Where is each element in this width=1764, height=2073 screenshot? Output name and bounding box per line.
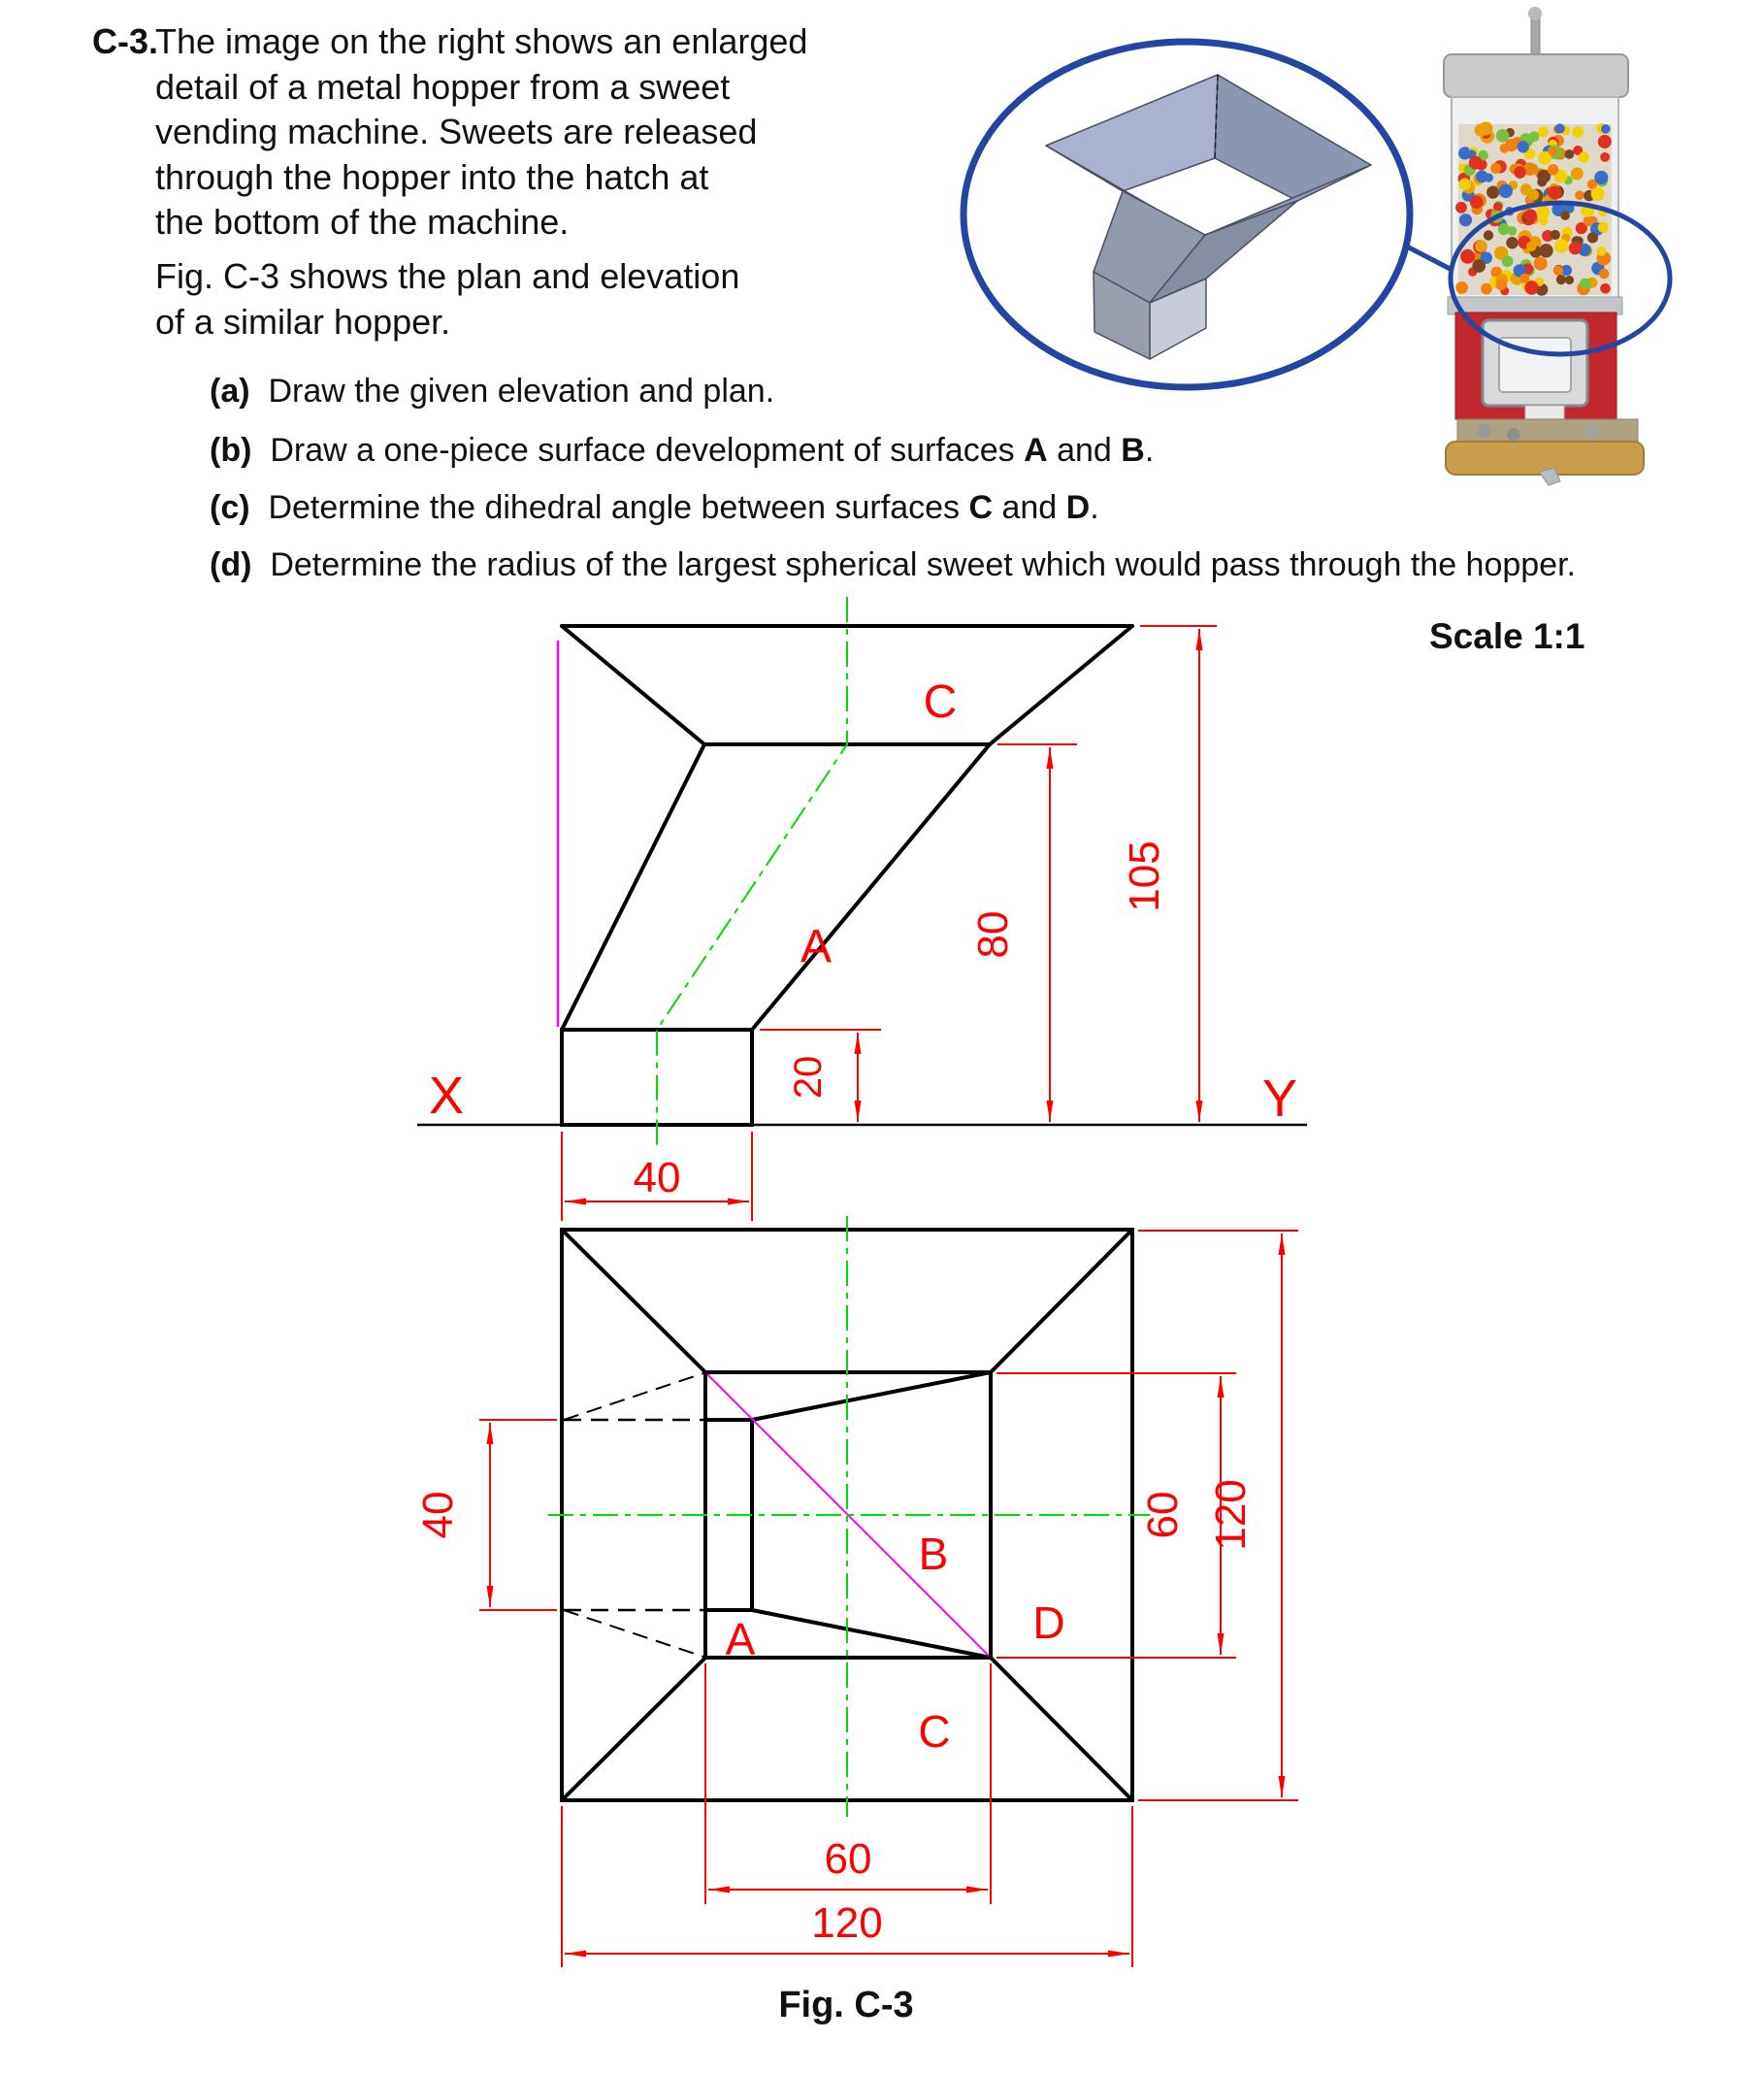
candy-dot [1455, 202, 1467, 214]
candy-dot [1598, 222, 1609, 233]
candy-dot [1572, 126, 1584, 138]
candy-dot [1555, 123, 1565, 133]
candy-dot [1475, 240, 1487, 252]
task-a [210, 373, 774, 411]
candy-dot [1484, 230, 1493, 240]
task-a-text: Draw the given elevation and plan. [268, 373, 775, 410]
machine-base [1446, 442, 1644, 475]
elevation-dim-105-text: 105 [1121, 840, 1168, 912]
candy-dot [1519, 274, 1529, 283]
candy-dot [1460, 249, 1475, 264]
candy-dot [1493, 202, 1502, 211]
candy-dot [1594, 171, 1608, 184]
candy-dot [1591, 187, 1605, 201]
candy-dot [1551, 230, 1560, 240]
candy-dot [1553, 266, 1563, 276]
task-a-label: (a) [210, 373, 250, 410]
task-b-bold1: A [1024, 432, 1048, 469]
task-b-text: Draw a one-piece surface development of surfaces [270, 432, 1025, 469]
candy-dot [1496, 280, 1508, 291]
intro-line: The image on the right shows an enlarged [155, 21, 808, 61]
candy-dot [1527, 189, 1539, 201]
intro-line: vending machine. Sweets are released [155, 112, 758, 151]
funnel-left-inner-wall [1046, 75, 1218, 191]
figure-reference-paragraph [155, 254, 739, 345]
candy-dot [1569, 242, 1582, 254]
candy-dot [1524, 210, 1537, 222]
candy-dot [1539, 244, 1552, 257]
plan-surface-b-label: B [918, 1529, 949, 1579]
candy-dot [1598, 135, 1612, 148]
candy-dot [1548, 186, 1561, 200]
vending-machine-photo [1444, 7, 1644, 485]
candy-dot [1556, 275, 1566, 284]
intro-line: the bottom of the machine. [155, 202, 570, 242]
elevation-dimensions [562, 626, 1217, 1221]
candy-dot [1538, 127, 1549, 138]
plan-dim-60-right-text: 60 [1139, 1491, 1187, 1539]
candy-dot [1565, 149, 1575, 159]
candy-dot [1548, 164, 1559, 176]
candy-dot [1565, 276, 1574, 284]
task-b-post: . [1144, 432, 1155, 469]
task-c-bold1: C [968, 489, 994, 526]
task-c-text: Determine the dihedral angle between surfaces [268, 489, 969, 526]
task-b-label: (b) [210, 432, 252, 469]
candy-dot [1459, 179, 1471, 190]
candy-dot [1470, 195, 1484, 209]
candy-dot [1500, 144, 1510, 153]
candy-dot [1587, 232, 1598, 243]
plan-dim-120-right-text: 120 [1207, 1479, 1255, 1551]
task-b [210, 432, 1154, 470]
candy-dot [1601, 124, 1611, 134]
candy-dot [1499, 184, 1513, 198]
candy-dot [1526, 242, 1537, 252]
plan-dim-120-bottom-text: 120 [811, 1899, 883, 1947]
elevation-view [417, 597, 1307, 1221]
hopper-3d-render [1046, 75, 1371, 359]
plan-surface-c-label: C [918, 1706, 951, 1757]
candy-dot [1534, 257, 1548, 271]
candy-dot [1518, 141, 1529, 152]
plan-surface-a-label: A [725, 1614, 756, 1664]
candy-dot [1554, 239, 1568, 252]
task-c [210, 489, 1099, 527]
task-c-label: (c) [210, 489, 250, 526]
task-b-mid: and [1047, 432, 1122, 469]
elevation-dim-80-text: 80 [969, 910, 1017, 959]
candy-dot [1536, 206, 1550, 219]
candy-dot [1506, 237, 1518, 248]
candy-dot [1560, 211, 1570, 220]
machine-rod-knob [1528, 7, 1542, 20]
axis-y-label: Y [1261, 1069, 1298, 1128]
candy-dot [1524, 280, 1538, 294]
machine-chrome-band [1448, 297, 1622, 314]
candy-dot [1597, 247, 1607, 256]
candy-dot [1549, 147, 1557, 155]
figure-caption: Fig. C-3 [778, 1985, 914, 2025]
candy-dot [1469, 156, 1483, 170]
candy-dot [1599, 269, 1609, 279]
candy-dot [1571, 167, 1584, 180]
candy-dot [1498, 223, 1510, 235]
candy-dot [1600, 152, 1610, 162]
elevation-surface-a-label: A [800, 921, 833, 972]
figref-line: Fig. C-3 shows the plan and elevation [155, 256, 740, 296]
candy-dot [1575, 190, 1584, 200]
plan-surface-d-label: D [1032, 1597, 1065, 1648]
task-d [210, 546, 1576, 584]
candy-dot [1600, 283, 1611, 294]
axis-x-label: X [428, 1067, 465, 1125]
elevation-dim-40-text: 40 [633, 1154, 681, 1201]
candy-dot [1496, 129, 1510, 143]
plan-dim-60-bottom-text: 60 [824, 1835, 872, 1883]
elevation-dim-20-text: 20 [787, 1055, 830, 1100]
candy-dot [1475, 123, 1487, 136]
intro-line: detail of a metal hopper from a sweet [155, 66, 731, 107]
coin [1584, 424, 1598, 438]
task-d-label: (d) [210, 546, 252, 583]
candy-dot [1580, 279, 1590, 289]
candy-dot [1579, 152, 1589, 163]
task-d-text: Determine the radius of the largest spherical sweet which would pass through the hopper. [270, 546, 1576, 583]
candy-dot [1490, 163, 1501, 174]
task-c-mid: and [993, 489, 1066, 526]
scale-label: Scale 1:1 [1429, 616, 1585, 656]
candy-dot [1502, 255, 1514, 267]
figref-line: of a similar hopper. [155, 301, 451, 342]
plan-dim-40-text: 40 [414, 1491, 462, 1539]
plan-view [414, 1216, 1298, 1967]
plan-dimensions [479, 1231, 1298, 1967]
candy-dot [1459, 214, 1472, 226]
task-c-post: . [1090, 489, 1099, 526]
intro-paragraph [155, 19, 807, 246]
elevation-surface-c-label: C [923, 676, 958, 728]
candy-dot [1455, 281, 1468, 294]
candy-dot [1472, 259, 1486, 273]
question-number: C-3. [92, 21, 159, 61]
candy-dot [1584, 215, 1594, 226]
task-b-bold2: B [1121, 432, 1145, 469]
coin [1507, 428, 1520, 442]
coin [1478, 424, 1491, 438]
machine-cap [1444, 54, 1628, 97]
task-c-bold2: D [1065, 489, 1091, 526]
intro-line: through the hopper into the hatch at [155, 156, 709, 197]
candy-dot [1476, 171, 1488, 183]
candy-dot [1514, 166, 1526, 179]
